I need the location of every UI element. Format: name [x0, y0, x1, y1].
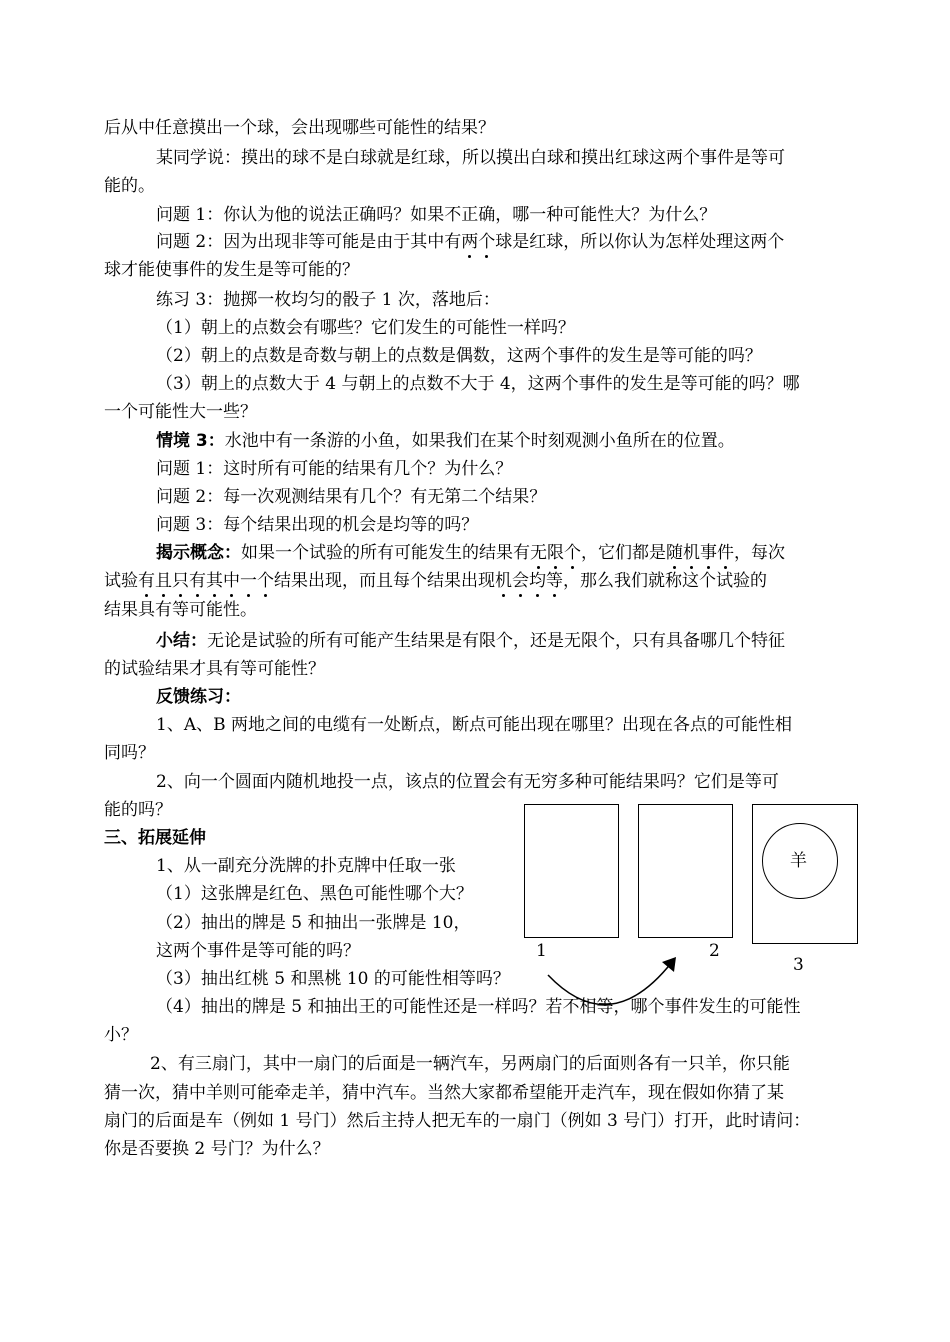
text-line: 你是否要换 2 号门？为什么？: [104, 1139, 330, 1159]
text-line: 扇门的后面是车（例如 1 号门）然后主持人把无车的一扇门（例如 3 号门）打开，此时请问：: [104, 1111, 811, 1131]
goat-label: 羊: [790, 851, 807, 871]
text-line: 问题 3：每个结果出现的机会是均等的吗？: [156, 515, 479, 535]
dot-char: 等: [546, 571, 563, 591]
text-line: 能的。: [104, 176, 155, 196]
text-span: 水池中有一条游的小鱼，如果我们在某个时刻观测小鱼所在的位置。: [224, 431, 735, 451]
label-bold: 情境 3：: [156, 431, 225, 451]
door-3-number: 3: [793, 955, 804, 975]
label-bold: 小结：: [156, 631, 207, 651]
text-line: 问题 2：每一次观测结果有几个？有无第二个结果？: [156, 487, 547, 507]
dot-char: 且: [155, 571, 172, 591]
text-line: 结果具有等可能性。: [104, 600, 257, 620]
text-line: 小？: [104, 1025, 138, 1045]
text-line: 这两个事件是等可能的吗？: [156, 941, 360, 961]
text-span: 问题 2：因为出现非等可能是由于其中有: [156, 232, 462, 252]
text-line: 1、A、B 两地之间的电缆有一处断点，断点可能出现在哪里？出现在各点的可能性相: [156, 715, 792, 735]
dot-char: 中: [223, 571, 240, 591]
text-line: 一个可能性大一些？: [104, 402, 257, 422]
section-label: 反馈练习：: [156, 687, 241, 707]
dot-char: 个: [478, 232, 496, 252]
dot-char: 个: [564, 543, 581, 563]
door-1-number: 1: [536, 941, 547, 961]
dot-char: 会: [512, 571, 529, 591]
text-line: 2、有三扇门，其中一扇门的后面是一辆汽车，另两扇门的后面则各有一只羊，你只能: [150, 1054, 790, 1074]
text-line: 后从中任意摸出一个球，会出现哪些可能性的结果？: [104, 118, 495, 138]
text-line: 1、从一副充分洗牌的扑克牌中任取一张: [156, 856, 456, 876]
text-line: （3）抽出红桃 5 和黑桃 10 的可能性相等吗？: [156, 969, 510, 989]
text-line: （2）朝上的点数是奇数与朝上的点数是偶数，这两个事件的发生是等可能的吗？: [156, 346, 762, 366]
text-line: （3）朝上的点数大于 4 与朝上的点数不大于 4，这两个事件的发生是等可能的吗？哪: [156, 374, 800, 394]
section-heading: 三、拓展延伸: [104, 828, 206, 848]
dot-char: 均: [529, 571, 546, 591]
door-2-number: 2: [709, 941, 720, 961]
text-span: ，它们都是: [581, 543, 666, 563]
text-line: 问题 1：你认为他的说法正确吗？如果不正确，哪一种可能性大？为什么？: [156, 205, 717, 225]
text-span: 结果出现，而且每个结果出现: [274, 571, 495, 591]
arrow-curve: [548, 962, 672, 1005]
text-span: 如果一个试验的所有可能发生的结果有: [241, 543, 530, 563]
text-line: （4）抽出的牌是 5 和抽出王的可能性还是一样吗？若不相等，哪个事件发生的可能性: [156, 997, 801, 1017]
dot-char: 有: [138, 571, 155, 591]
dot-char: 其: [206, 571, 223, 591]
text-line: 猜一次，猜中羊则可能牵走羊，猜中汽车。当然大家都希望能开走汽车，现在假如你猜了某: [104, 1083, 784, 1103]
text-line: 2、向一个圆面内随机地投一点，该点的位置会有无穷多种可能结果吗？它们是等可: [156, 772, 779, 792]
text-line: 练习 3：抛掷一枚均匀的骰子 1 次，落地后：: [156, 290, 500, 310]
text-span: ，那么我们就称这个试验的: [563, 571, 767, 591]
dot-char: 限: [547, 543, 564, 563]
dot-char: 有: [189, 571, 206, 591]
dot-char: 件: [717, 543, 734, 563]
text-line: 问题 1：这时所有可能的结果有几个？为什么？: [156, 459, 513, 479]
dot-char: 无: [530, 543, 547, 563]
dot-char: 机: [683, 543, 700, 563]
text-line: （1）这张牌是红色、黑色可能性哪个大？: [156, 884, 473, 904]
dot-char: 个: [257, 571, 274, 591]
dot-char: 机: [495, 571, 512, 591]
text-span: ，每次: [734, 543, 785, 563]
text-line: 的试验结果才具有等可能性？: [104, 659, 325, 679]
text-line: （2）抽出的牌是 5 和抽出一张牌是 10，: [156, 913, 471, 933]
dot-char: 只: [172, 571, 189, 591]
dot-char: 一: [240, 571, 257, 591]
text-line: 能的吗？: [104, 800, 172, 820]
dot-char: 两: [461, 232, 479, 252]
dot-char: 随: [666, 543, 683, 563]
label-bold: 揭示概念：: [156, 543, 241, 563]
text-line: 球才能使事件的发生是等可能的？: [104, 260, 359, 280]
text-span: 试验: [104, 571, 138, 591]
text-line: 某同学说：摸出的球不是白球就是红球，所以摸出白球和摸出红球这两个事件是等可: [156, 148, 785, 168]
dot-char: 事: [700, 543, 717, 563]
text-span: 球是红球，所以你认为怎样处理这两个: [495, 232, 785, 252]
text-span: 无论是试验的所有可能产生结果是有限个，还是无限个，只有具备哪几个特征: [207, 631, 785, 651]
text-line: 同吗？: [104, 743, 155, 763]
arrow-head: [662, 957, 676, 972]
text-line: （1）朝上的点数会有哪些？它们发生的可能性一样吗？: [156, 318, 575, 338]
